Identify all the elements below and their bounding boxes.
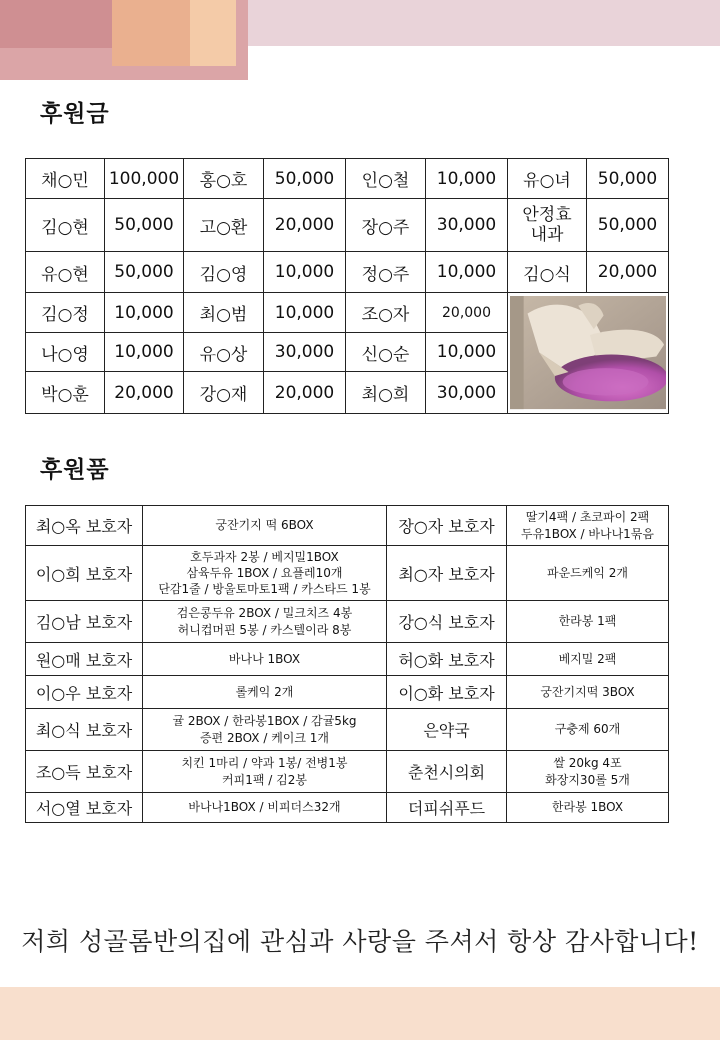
goods-donor: 서○열 보호자 bbox=[26, 793, 143, 823]
donor-name: 김○식 bbox=[508, 252, 587, 293]
donation-amount: 30,000 bbox=[264, 333, 346, 372]
goods-item: 검은콩두유 2BOX / 밀크치즈 4봉 허니컵머핀 5봉 / 카스텔이라 8봉 bbox=[143, 601, 387, 643]
donor-name: 유○상 bbox=[184, 333, 264, 372]
goods-item: 궁잔기지 떡 6BOX bbox=[143, 506, 387, 546]
goods-item: 귤 2BOX / 한라봉1BOX / 감귤5kg 증편 2BOX / 케이크 1개 bbox=[143, 709, 387, 751]
goods-donor: 장○자 보호자 bbox=[387, 506, 507, 546]
donation-amount: 100,000 bbox=[105, 159, 184, 199]
donor-name: 유○현 bbox=[26, 252, 105, 293]
donor-name: 채○민 bbox=[26, 159, 105, 199]
donor-name: 최○희 bbox=[346, 372, 426, 414]
donation-amount: 50,000 bbox=[587, 159, 669, 199]
goods-item: 한라봉 1BOX bbox=[507, 793, 669, 823]
donor-name: 홍○호 bbox=[184, 159, 264, 199]
goods-row bbox=[26, 709, 669, 751]
goods-item: 바나나 1BOX bbox=[143, 643, 387, 676]
goods-donor: 최○자 보호자 bbox=[387, 546, 507, 601]
goods-item: 구충제 60개 bbox=[507, 709, 669, 751]
goods-donor: 최○옥 보호자 bbox=[26, 506, 143, 546]
donation-amount: 20,000 bbox=[264, 199, 346, 252]
donor-name: 최○범 bbox=[184, 293, 264, 333]
donation-amount: 10,000 bbox=[264, 293, 346, 333]
donor-name: 안정효 내과 bbox=[508, 199, 587, 252]
thank-you-message: 저희 성골롬반의집에 관심과 사랑을 주셔서 항상 감사합니다! bbox=[21, 927, 699, 956]
donation-amount: 20,000 bbox=[587, 252, 669, 293]
donation-money-title: 후원금 bbox=[40, 101, 110, 127]
donor-name: 신○순 bbox=[346, 333, 426, 372]
donor-name: 유○녀 bbox=[508, 159, 587, 199]
donor-name: 강○재 bbox=[184, 372, 264, 414]
donation-amount: 20,000 bbox=[105, 372, 184, 414]
goods-donor: 조○득 보호자 bbox=[26, 751, 143, 793]
goods-item: 바나나1BOX / 비피더스32개 bbox=[143, 793, 387, 823]
goods-donor: 이○희 보호자 bbox=[26, 546, 143, 601]
goods-item: 파운드케익 2개 bbox=[507, 546, 669, 601]
donor-name: 나○영 bbox=[26, 333, 105, 372]
donation-amount: 10,000 bbox=[264, 252, 346, 293]
bouquet-photo-cell bbox=[508, 293, 669, 414]
footer-band bbox=[0, 987, 720, 1040]
goods-donor: 더피쉬푸드 bbox=[387, 793, 507, 823]
donation-amount: 10,000 bbox=[105, 293, 184, 333]
goods-item: 호두과자 2봉 / 베지밀1BOX 삼육두유 1BOX / 요플레10개 단감1줄 / 방울토마토1팩 / 카스타드 1봉 bbox=[143, 546, 387, 601]
goods-donor: 은약국 bbox=[387, 709, 507, 751]
money-row bbox=[26, 199, 669, 252]
donor-name: 김○영 bbox=[184, 252, 264, 293]
donation-amount: 30,000 bbox=[426, 199, 508, 252]
goods-item: 딸기4팩 / 초코파이 2팩 두유1BOX / 바나나1묶음 bbox=[507, 506, 669, 546]
donation-amount: 30,000 bbox=[426, 372, 508, 414]
goods-donor: 강○식 보호자 bbox=[387, 601, 507, 643]
donor-name: 인○철 bbox=[346, 159, 426, 199]
donation-goods-table bbox=[25, 505, 669, 823]
donor-name: 조○자 bbox=[346, 293, 426, 333]
goods-row bbox=[26, 506, 669, 546]
flower-bouquet-photo bbox=[510, 296, 666, 409]
goods-donor: 원○매 보호자 bbox=[26, 643, 143, 676]
donor-name: 김○현 bbox=[26, 199, 105, 252]
goods-row bbox=[26, 643, 669, 676]
goods-item: 롤케익 2개 bbox=[143, 676, 387, 709]
donation-amount: 50,000 bbox=[105, 252, 184, 293]
donation-amount: 20,000 bbox=[426, 293, 508, 333]
goods-donor: 허○화 보호자 bbox=[387, 643, 507, 676]
goods-donor: 김○남 보호자 bbox=[26, 601, 143, 643]
donor-name: 김○정 bbox=[26, 293, 105, 333]
goods-item: 베지밀 2팩 bbox=[507, 643, 669, 676]
header-light-block bbox=[190, 0, 236, 66]
goods-donor: 춘천시의회 bbox=[387, 751, 507, 793]
donor-name: 박○훈 bbox=[26, 372, 105, 414]
goods-row bbox=[26, 676, 669, 709]
donation-amount: 50,000 bbox=[264, 159, 346, 199]
donor-name: 고○환 bbox=[184, 199, 264, 252]
donor-name: 정○주 bbox=[346, 252, 426, 293]
donation-amount: 10,000 bbox=[426, 333, 508, 372]
goods-donor: 이○화 보호자 bbox=[387, 676, 507, 709]
donor-name: 장○주 bbox=[346, 199, 426, 252]
goods-donor: 최○식 보호자 bbox=[26, 709, 143, 751]
donation-amount: 10,000 bbox=[426, 252, 508, 293]
goods-item: 한라봉 1팩 bbox=[507, 601, 669, 643]
goods-row bbox=[26, 793, 669, 823]
money-row bbox=[26, 252, 669, 293]
goods-row bbox=[26, 751, 669, 793]
donation-amount: 10,000 bbox=[105, 333, 184, 372]
goods-item: 궁잔기지떡 3BOX bbox=[507, 676, 669, 709]
donation-money-table bbox=[25, 158, 669, 414]
header-dark-block bbox=[0, 0, 120, 48]
goods-item: 쌀 20kg 4포 화장지30롤 5개 bbox=[507, 751, 669, 793]
goods-item: 치킨 1마리 / 약과 1봉/ 전병1봉 커피1팩 / 김2봉 bbox=[143, 751, 387, 793]
donation-goods-title: 후원품 bbox=[40, 457, 110, 483]
goods-row bbox=[26, 601, 669, 643]
donation-amount: 20,000 bbox=[264, 372, 346, 414]
donation-amount: 50,000 bbox=[105, 199, 184, 252]
donation-amount: 10,000 bbox=[426, 159, 508, 199]
header-peach-block bbox=[112, 0, 192, 66]
donation-amount: 50,000 bbox=[587, 199, 669, 252]
money-row bbox=[26, 293, 669, 333]
goods-donor: 이○우 보호자 bbox=[26, 676, 143, 709]
money-row bbox=[26, 159, 669, 199]
goods-row bbox=[26, 546, 669, 601]
